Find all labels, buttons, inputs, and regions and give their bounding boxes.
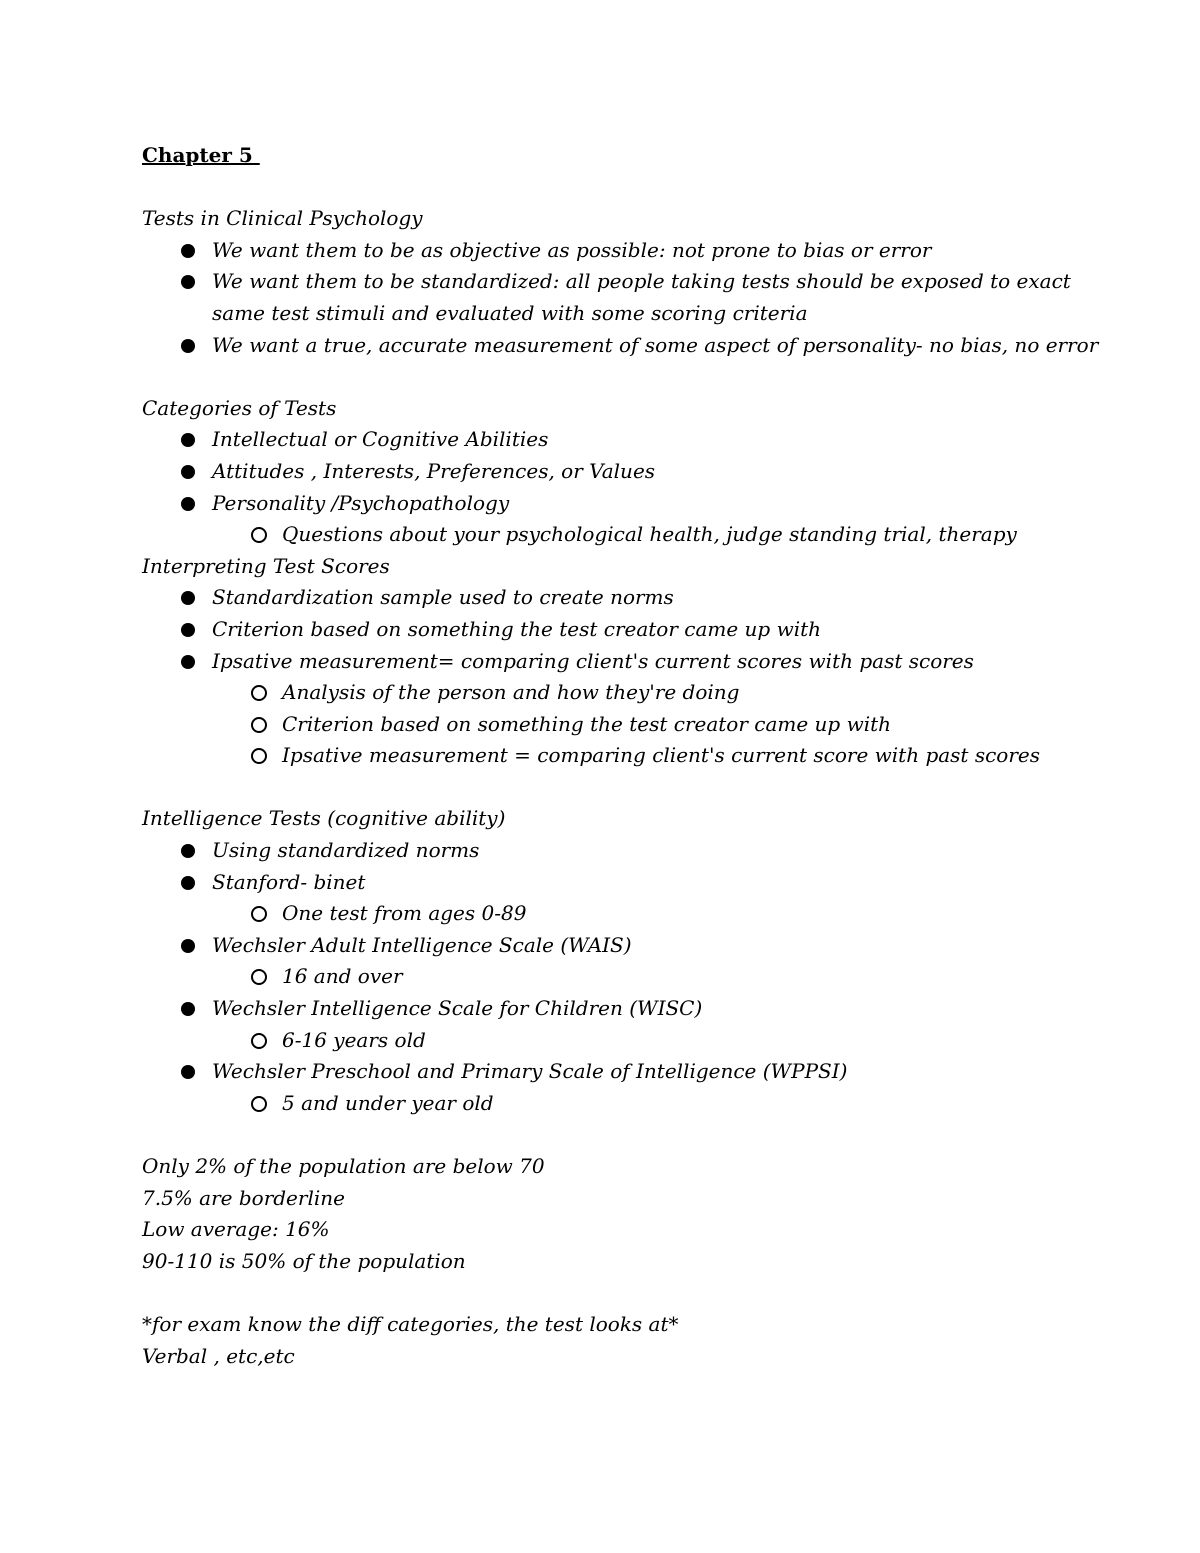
intelligence-list-d [142, 1056, 1102, 1088]
spacer [142, 1277, 1102, 1309]
stat-line: 7.5% are borderline [142, 1185, 345, 1210]
list-item: We want them to be as objective as possible: not prone to bias or error [142, 235, 1102, 267]
bullet-circle-icon [251, 748, 267, 764]
section-heading-categories: Categories of Tests [142, 395, 337, 420]
list-item: Using standardized norms [142, 835, 1102, 867]
bullet-disc-icon [181, 591, 195, 605]
section-heading-interpreting: Interpreting Test Scores [142, 553, 390, 578]
sub-list-item: One test from ages 0-89 [212, 898, 1102, 930]
list-item: Wechsler Preschool and Primary Scale of Intelligence (WPPSI) [142, 1056, 1102, 1088]
bullet-circle-icon [251, 685, 267, 701]
bullet-disc-icon [181, 939, 195, 953]
list-item: Wechsler Intelligence Scale for Children (WISC) [142, 993, 1102, 1025]
bullet-circle-icon [251, 969, 267, 985]
document-page [142, 140, 1102, 1372]
spacer [142, 172, 1102, 204]
categories-sublist [212, 519, 1102, 551]
stat-line: 90-110 is 50% of the population [142, 1248, 466, 1273]
list-item: Ipsative measurement= comparing client's current scores with past scores [142, 646, 1102, 678]
bullet-disc-icon [181, 339, 195, 353]
list-item: Criterion based on something the test creator came up with [142, 614, 1102, 646]
bullet-disc-icon [181, 876, 195, 890]
sub-list-item: 16 and over [212, 961, 1102, 993]
sub-list-item: 5 and under year old [212, 1088, 1102, 1120]
bullet-disc-icon [181, 623, 195, 637]
list-item: Intellectual or Cognitive Abilities [142, 424, 1102, 456]
list-item: Standardization sample used to create norms [142, 582, 1102, 614]
stat-line: Only 2% of the population are below 70 [142, 1154, 545, 1178]
bullet-disc-icon [181, 244, 195, 258]
list-item: We want a true, accurate measurement of some aspect of personality- no bias, no error [142, 330, 1102, 362]
interpreting-list [142, 582, 1102, 677]
list-item: Personality /Psychopathology [142, 488, 1102, 520]
note-line: Verbal , etc,etc [142, 1343, 295, 1368]
bullet-circle-icon [251, 717, 267, 733]
bullet-circle-icon [251, 906, 267, 922]
bullet-disc-icon [181, 433, 195, 447]
list-item: Attitudes , Interests, Preferences, or Values [142, 456, 1102, 488]
section-heading-intelligence: Intelligence Tests (cognitive ability) [142, 806, 506, 831]
intelligence-list-c [142, 993, 1102, 1025]
list-item: Stanford- binet [142, 867, 1102, 899]
intelligence-sublist-c [212, 1025, 1102, 1057]
intelligence-list-b [142, 930, 1102, 962]
list-item: We want them to be standardized: all people taking tests should be exposed to exact same test stimuli and evaluated with some scoring criteria [142, 266, 1102, 329]
bullet-circle-icon [251, 1033, 267, 1049]
spacer [142, 772, 1102, 804]
sub-list-item: 6-16 years old [212, 1025, 1102, 1057]
intelligence-list-a [142, 835, 1102, 898]
bullet-disc-icon [181, 1065, 195, 1079]
intelligence-sublist-d [212, 1088, 1102, 1120]
bullet-disc-icon [181, 275, 195, 289]
tests-list [142, 235, 1102, 361]
sub-list-item: Criterion based on something the test creator came up with [212, 709, 1102, 741]
chapter-title: Chapter 5 [142, 143, 260, 167]
categories-list [142, 424, 1102, 519]
interpreting-sublist [212, 677, 1102, 772]
sub-list-item: Questions about your psychological health, judge standing trial, therapy [212, 519, 1102, 551]
stat-line: Low average: 16% [142, 1217, 330, 1242]
section-heading-tests: Tests in Clinical Psychology [142, 206, 423, 231]
bullet-disc-icon [181, 1002, 195, 1016]
note-line: *for exam know the diff categories, the test looks at* [142, 1311, 679, 1336]
bullet-disc-icon [181, 465, 195, 479]
intelligence-sublist-b [212, 961, 1102, 993]
spacer [142, 361, 1102, 393]
intelligence-sublist-a [212, 898, 1102, 930]
spacer [142, 1119, 1102, 1151]
bullet-circle-icon [251, 527, 267, 543]
list-item: Wechsler Adult Intelligence Scale (WAIS) [142, 930, 1102, 962]
sub-list-item: Analysis of the person and how they're doing [212, 677, 1102, 709]
bullet-disc-icon [181, 497, 195, 511]
bullet-disc-icon [181, 655, 195, 669]
sub-list-item: Ipsative measurement = comparing client's current score with past scores [212, 740, 1102, 772]
bullet-circle-icon [251, 1096, 267, 1112]
bullet-disc-icon [181, 844, 195, 858]
